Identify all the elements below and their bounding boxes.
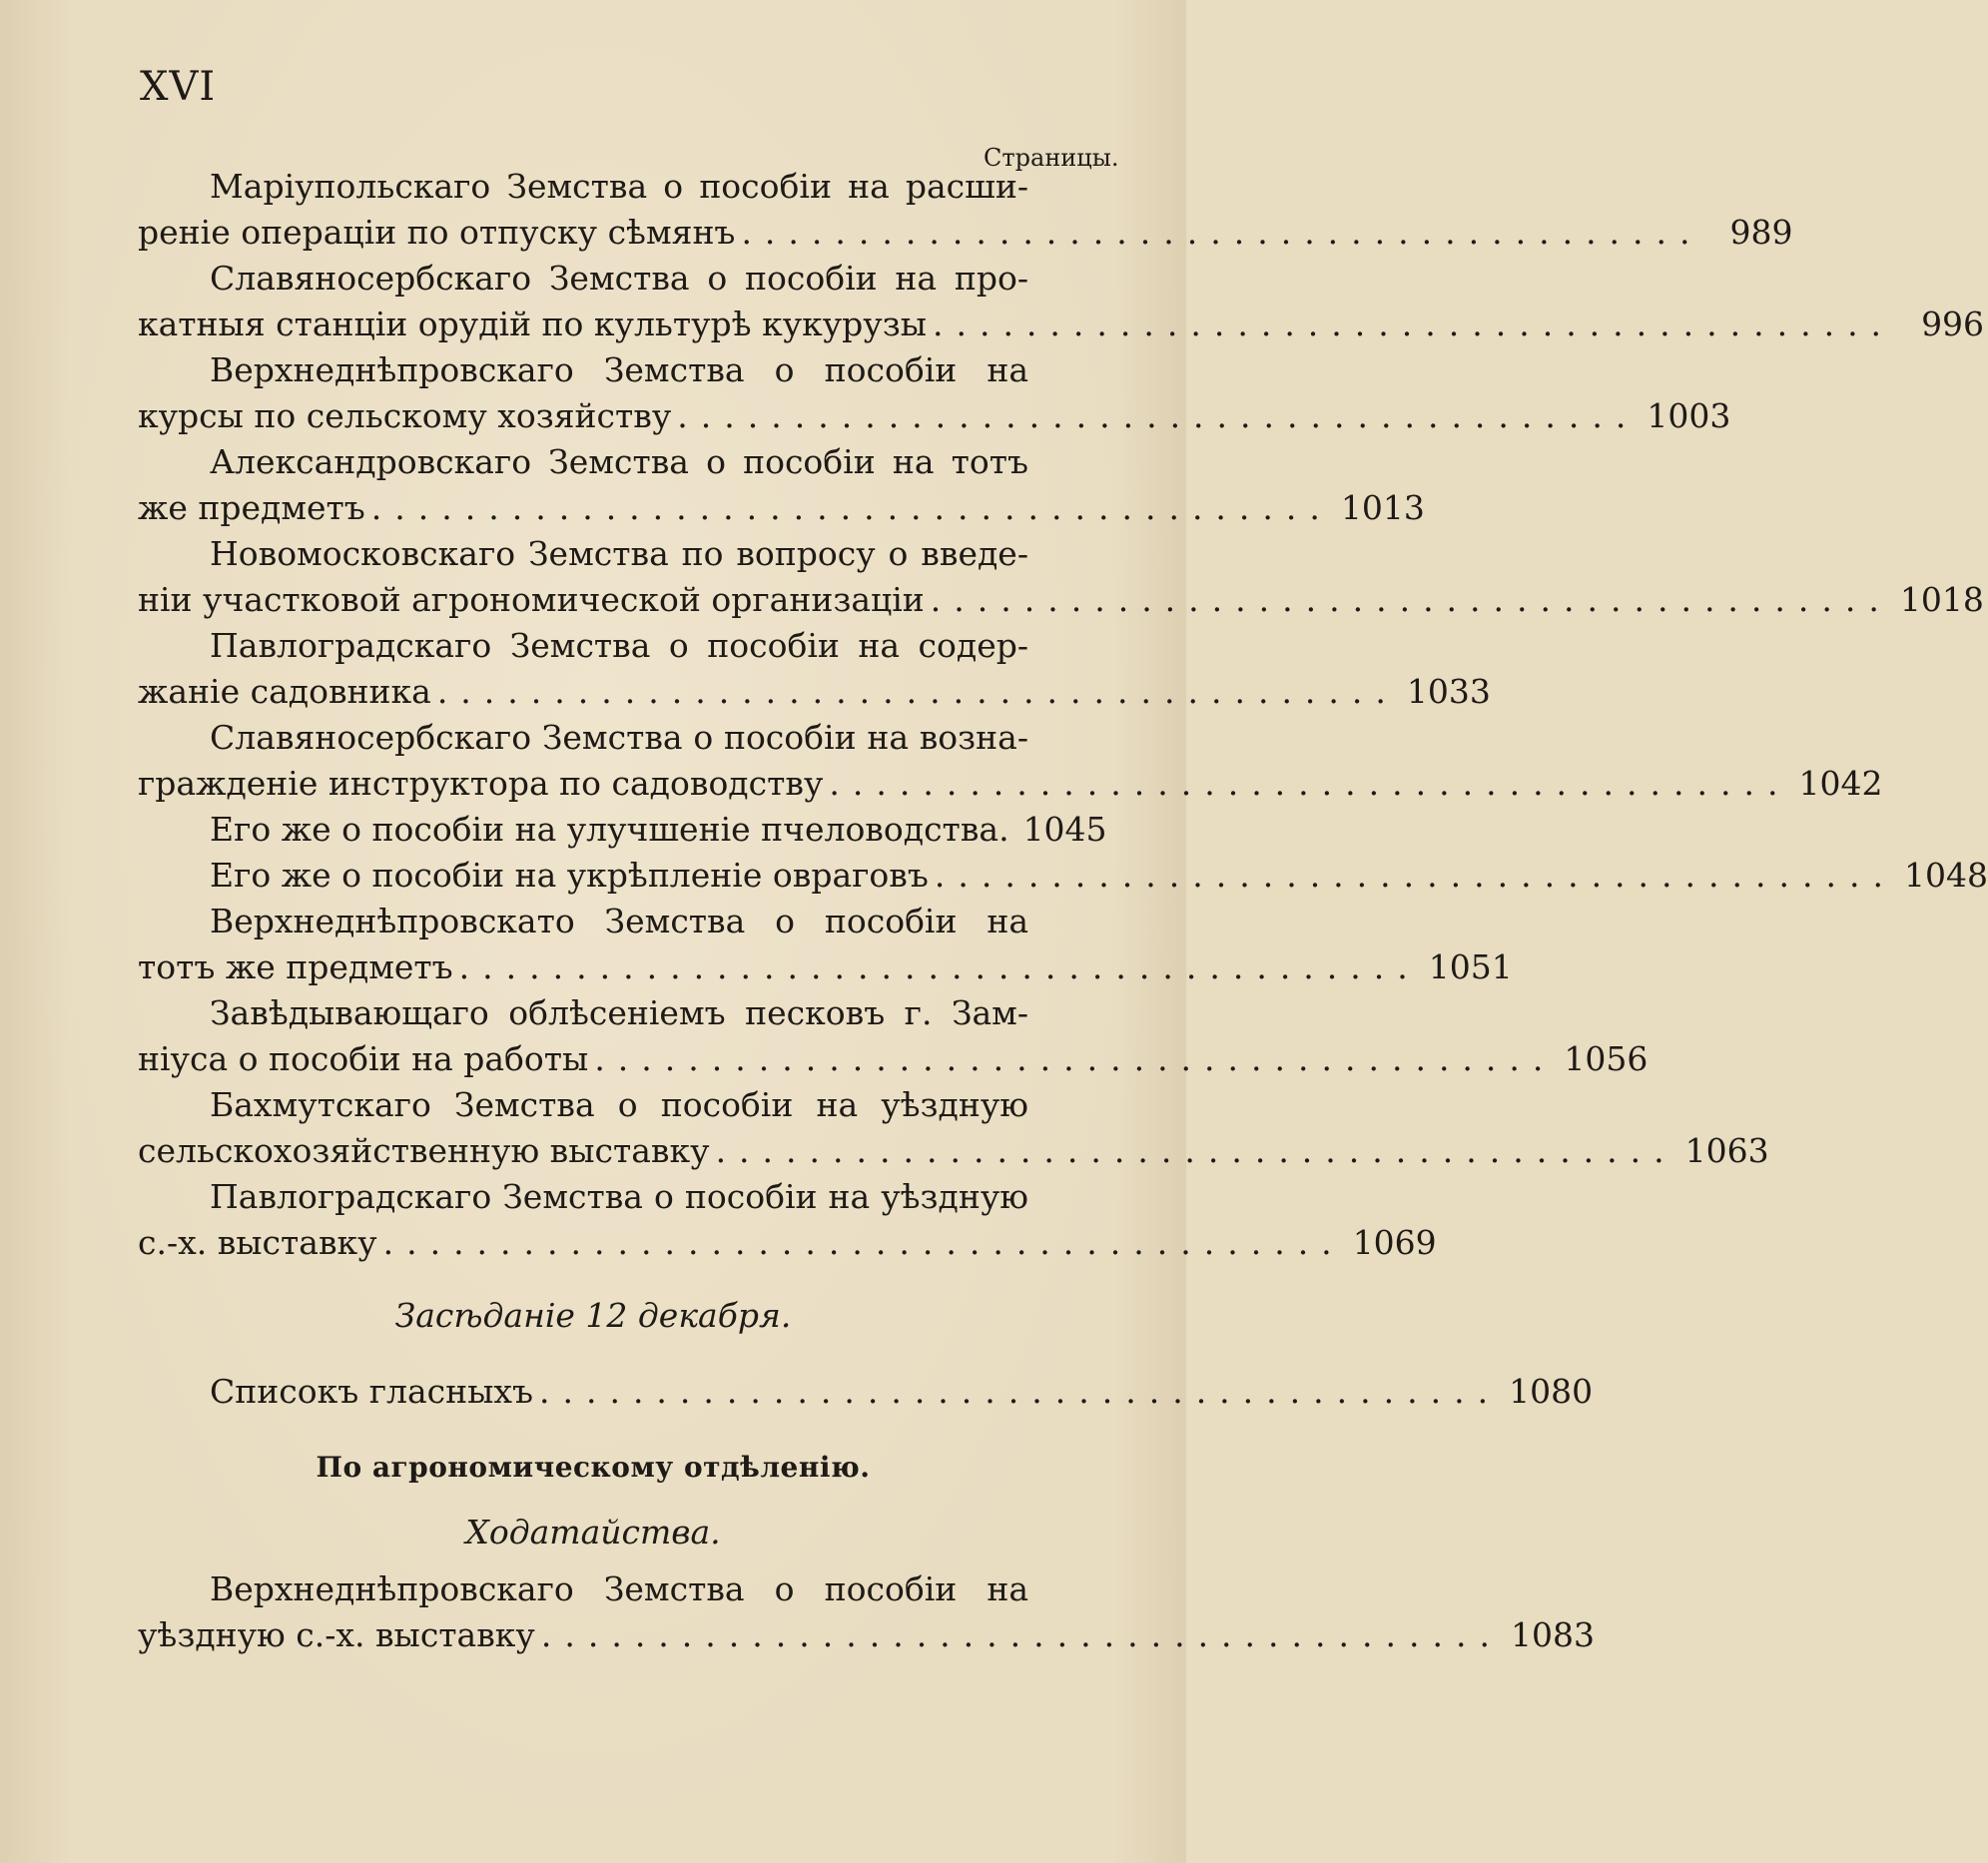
dot-leader: ......................................... [932,305,1895,343]
entry-first-line: Верхнеднѣпровскаго Земства о пособіи на [210,350,1028,389]
toc-entry [138,439,1425,531]
page-ref: 1003 [1647,396,1731,435]
page-ref: 1080 [1509,1372,1594,1411]
entry-line: Его же о пособіи на укрѣпленіе овраговъ [210,856,929,895]
page-ref: 1045 [1022,810,1107,849]
entry-first-line: Новомосковскаго Земства по вопросу о введе- [210,534,1028,573]
entry-first-line: Славяносербскаго Земства о пособіи на возна- [210,718,1028,757]
dot-leader: ......................................... [540,1615,1503,1654]
page-ref: 1042 [1798,764,1883,803]
dot-leader: ......................................... [677,396,1640,435]
entry-second-line: катныя станціи орудій по культурѣ кукурузы [138,305,927,343]
toc-entry [138,623,1491,715]
page-ref: 1063 [1684,1131,1769,1170]
toc-entry [138,164,1793,256]
toc-entry [138,1082,1769,1174]
page-ref: 1018 [1899,580,1984,619]
entry-second-line: гражденіе инструктора по садоводству [138,764,824,803]
toc-entry [138,899,1513,990]
dot-leader: ......................................... [715,1131,1677,1170]
toc-entry [138,1566,1595,1658]
entry-second-line: с.-х. выставку [138,1223,377,1262]
dot-leader: ......................................... [538,1372,1502,1411]
dot-leader: ......................................... [436,672,1399,711]
entry-second-line: реніе операціи по отпуску сѣмянъ [138,213,736,252]
entry-second-line: курсы по сельскому хозяйству [138,396,672,435]
page-ref: 1056 [1564,1039,1649,1078]
entry-first-line: Верхнеднѣпровскато Земства о пособіи на [210,902,1028,940]
entry-second-line: жаніе садовника [138,672,431,711]
petitions-list [138,1566,1595,1658]
page-number: XVI [140,64,217,110]
dot-leader: ......................................... [370,488,1333,527]
dot-leader: ......................................... [741,213,1703,252]
dot-leader: ......................................... [829,764,1791,803]
members-list-entry [138,1369,1594,1415]
entry-first-line: Славяносербскаго Земства о пособіи на про- [210,259,1028,298]
toc-entry [138,256,1985,347]
page-ref: 1083 [1510,1615,1595,1654]
page-ref: 1069 [1352,1223,1437,1262]
page-ref: 1048 [1903,856,1988,895]
entry-first-line: Бахмутскаго Земства о пособіи на уѣздную [210,1085,1028,1124]
table-of-contents [138,164,1988,1266]
entry-second-line: уѣздную с.-х. выставку [138,1615,535,1654]
petitions-heading: Ходатайства. [465,1513,721,1552]
page-ref: 1033 [1406,672,1491,711]
session-heading: Засѣданіе 12 декабря. [394,1296,792,1335]
toc-entry [138,715,1883,807]
entry-first-line: Завѣдывающаго облѣсеніемъ песковъ г. Зам- [210,993,1028,1032]
entry-first-line: Верхнеднѣпровскаго Земства о пособіи на [210,1569,1028,1608]
toc-entry [138,531,1984,623]
entry-second-line: сельскохозяйственную выставку [138,1131,710,1170]
toc-entry [138,990,1649,1082]
toc-entry [138,853,1988,899]
entry-first-line: Маріупольскаго Земства о пособіи на расши- [210,167,1028,206]
entry-second-line: же предметъ [138,488,365,527]
dot-leader: ......................................... [930,580,1892,619]
entry-line: Списокъ гласныхъ [210,1372,533,1411]
entry-second-line: ніуса о пособіи на работы [138,1039,589,1078]
pages-column-header: Страницы. [984,144,1119,172]
dot-leader: ......................................... [594,1039,1557,1078]
page-ref: 1013 [1340,488,1425,527]
department-heading: По агрономическому отдѣленію. [316,1451,871,1484]
dot-leader: ......................................... [458,947,1421,986]
page-ref: 996 [1921,305,1985,343]
entry-first-line: Павлоградскаго Земства о пособіи на содер- [210,626,1028,665]
page-ref: 989 [1729,213,1793,252]
entry-first-line: Павлоградскаго Земства о пособіи на уѣздную [210,1177,1028,1216]
toc-entry [138,347,1731,439]
entry-second-line: тотъ же предметъ [138,947,453,986]
entry-first-line: Александровскаго Земства о пособіи на тотъ [210,442,1028,481]
toc-entry [138,807,1107,853]
page-ref: 1051 [1428,947,1513,986]
entry-line: Его же о пособіи на улучшеніе пчеловодства. [210,810,1009,849]
toc-entry [138,1174,1437,1266]
dot-leader: ......................................... [382,1223,1345,1262]
dot-leader: ......................................... [934,856,1896,895]
entry-second-line: ніи участковой агрономической организаціи [138,580,925,619]
